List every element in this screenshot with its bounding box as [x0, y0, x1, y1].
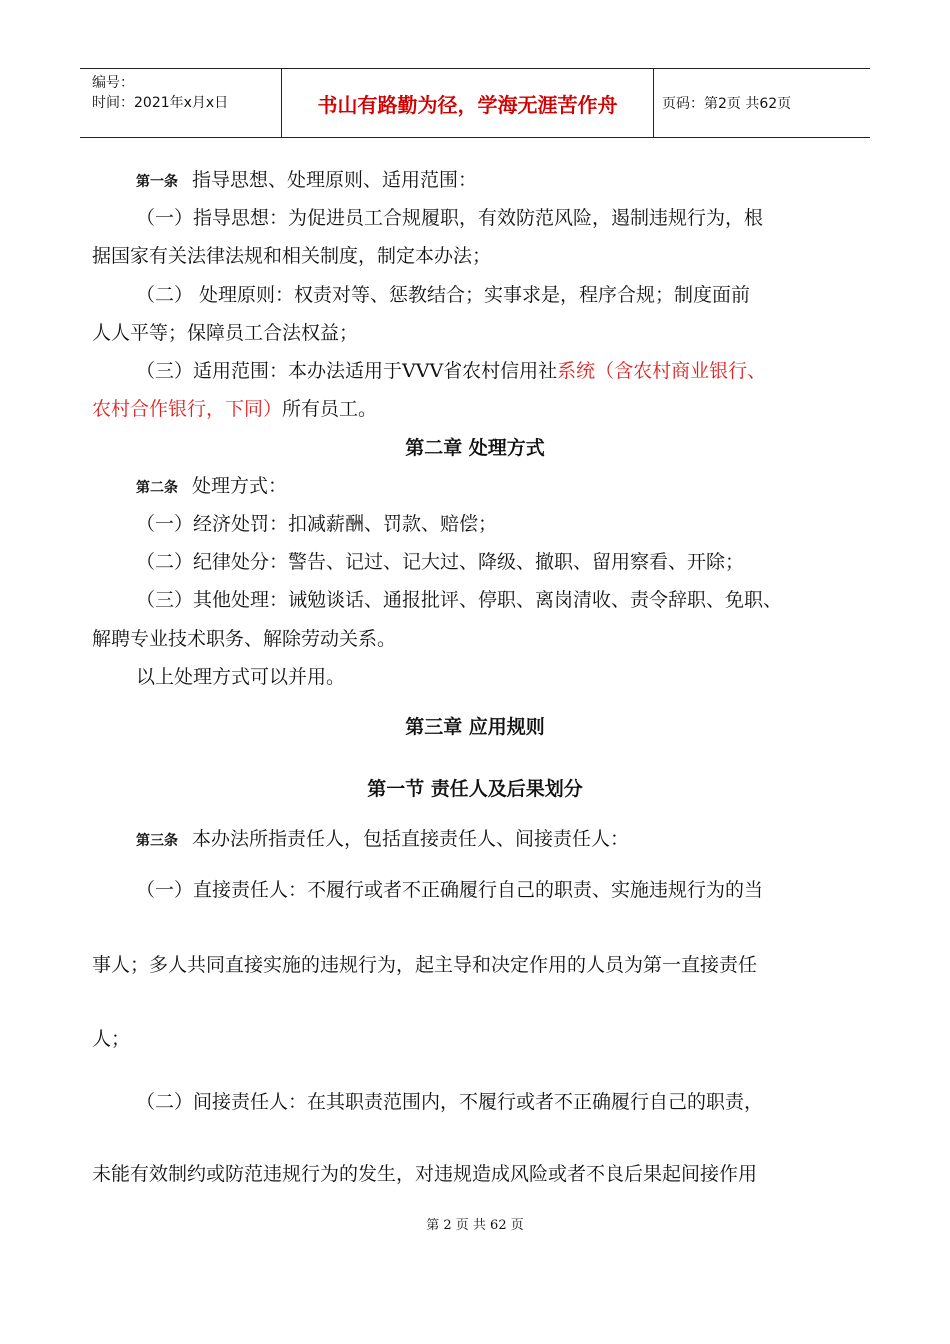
date-label: 时间：2021年x月x日: [92, 95, 229, 111]
paragraph-line: （二）间接责任人：在其职责范围内，不履行或者不正确履行自己的职责，: [136, 1091, 764, 1113]
page-header: [80, 68, 870, 138]
paragraph-line: （二）纪律处分：警告、记过、记大过、降级、撤职、留用察看、开除；: [136, 551, 745, 573]
scope-highlight: 系统（含农村商业银行、: [557, 360, 767, 382]
article-label: 第三条: [136, 833, 178, 849]
article-title: 处理方式：: [192, 475, 288, 497]
paragraph-line: （一）直接责任人：不履行或者不正确履行自己的职责、实施违规行为的当: [136, 879, 764, 901]
page-footer: 第 2 页 共 62 页: [426, 1218, 524, 1233]
paragraph-line: （三）其他处理：诫勉谈话、通报批评、停职、离岗清收、责令辞职、免职、: [136, 589, 783, 611]
chapter-3-heading: 第三章 应用规则: [405, 716, 545, 738]
paragraph-line: （一）经济处罚：扣减薪酬、罚款、赔偿；: [136, 513, 498, 535]
header-page-info: 页码：第2页 共62页: [662, 96, 792, 112]
paragraph-line: [92, 394, 892, 421]
paragraph-line: 以上处理方式可以并用。: [136, 666, 346, 688]
chapter-2-heading: 第二章 处理方式: [405, 437, 545, 459]
paragraph-line: 事人；多人共同直接实施的违规行为，起主导和决定作用的人员为第一直接责任: [92, 954, 758, 976]
article-1-heading: [136, 165, 936, 192]
article-title: 指导思想、处理原则、适用范围：: [192, 169, 478, 191]
scope-text: 所有员工。: [282, 398, 378, 420]
paragraph-line: 人人平等；保障员工合法权益；: [92, 322, 359, 344]
article-2-heading: [136, 471, 936, 498]
section-1-heading: 第一节 责任人及后果划分: [367, 778, 583, 800]
paragraph-line: （一）指导思想：为促进员工合规履职，有效防范风险，遏制违规行为，根: [136, 207, 764, 229]
article-title: 本办法所指责任人，包括直接责任人、间接责任人：: [192, 828, 630, 850]
article-3-heading: [136, 824, 936, 851]
paragraph-line: 未能有效制约或防范违规行为的发生，对违规造成风险或者不良后果起间接作用: [92, 1163, 758, 1185]
article-label: 第二条: [136, 480, 178, 496]
scope-highlight: 农村合作银行，下同）: [92, 398, 283, 420]
paragraph-line: [136, 356, 936, 383]
scope-text: （三）适用范围：本办法适用于VVV省农村信用社: [136, 360, 558, 382]
paragraph-line: 解聘专业技术职务、解除劳动关系。: [92, 628, 397, 650]
serial-label: 编号：: [92, 75, 134, 91]
header-motto: 书山有路勤为径，学海无涯苦作舟: [282, 69, 654, 137]
paragraph-line: 人；: [92, 1028, 131, 1050]
header-meta: [80, 69, 282, 137]
paragraph-line: 据国家有关法律法规和相关制度，制定本办法；: [92, 245, 492, 267]
paragraph-line: （二） 处理原则：权责对等、惩教结合；实事求是，程序合规；制度面前: [136, 284, 751, 306]
article-label: 第一条: [136, 174, 178, 190]
